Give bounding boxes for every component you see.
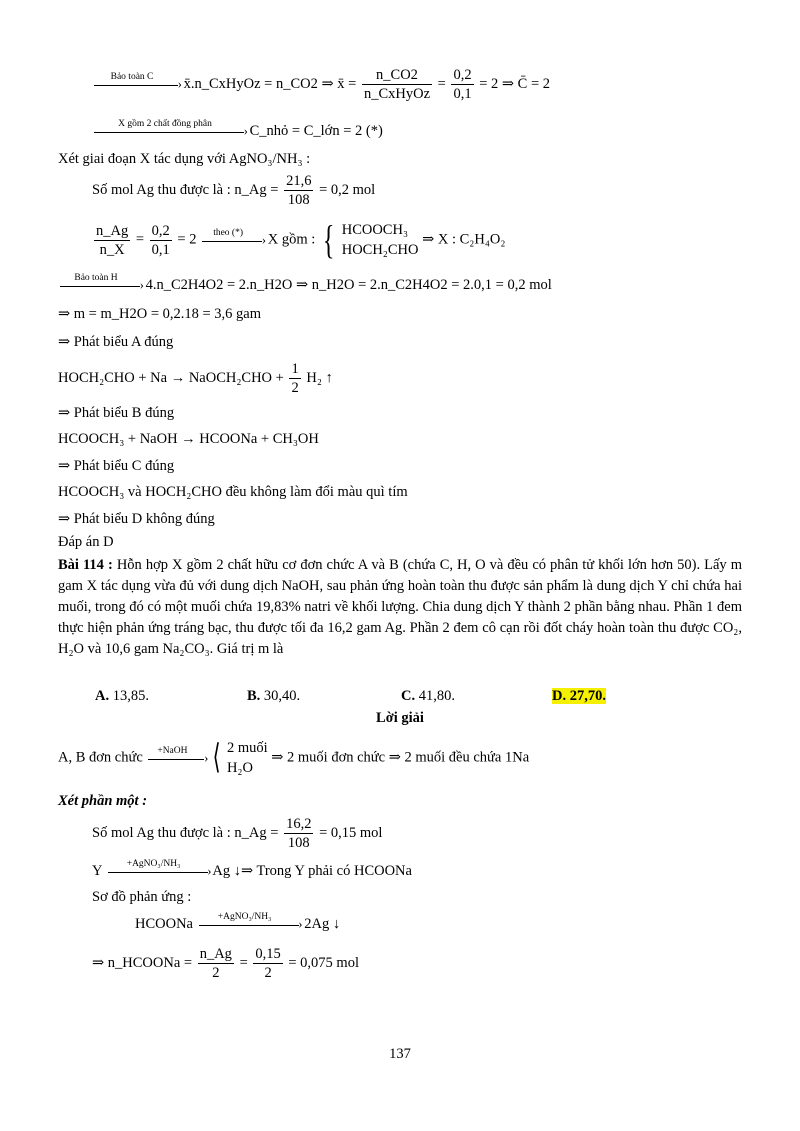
statement-d: ⇒ Phát biểu D không đúng — [58, 511, 215, 527]
fraction: $\frac{21,6}{108}$ — [286, 173, 312, 208]
brace: { — [322, 217, 335, 262]
fraction: $\frac{0,15}{2}$ — [255, 946, 281, 981]
solution-step-1: A, B đơn chức +NaOH › ⟨ 2 muối H₂O ⇒ 2 muối đơn chức ⇒ 2 muối đều chứa 1Na — [58, 739, 530, 776]
fraction: $\frac{0,2}{0,1}$ — [453, 67, 472, 102]
fraction: $\frac{1}{2}$ — [291, 361, 299, 396]
fraction: $\frac{n\_CO2}{\text{n\_CxHyOz}}$ — [363, 67, 431, 102]
hydrogen-balance-line: Bảo toàn H › 4.n_C2H4O2 = 2.n_H2O ⇒ n_H2O = 2.n_C2H4O2 = 2.0,1 = 0,2 mol — [58, 276, 552, 294]
page-number: 137 — [389, 1046, 411, 1062]
reaction-arrow: +AgNO₃/NH₃ › — [108, 870, 208, 873]
option-b: B. 30,40. — [247, 688, 301, 704]
reaction-naoh: HCOOCH₃ + NaOH → HCOONa + CH₃OH — [58, 431, 319, 447]
stage-heading: Xét giai đoạn X tác dụng với AgNO₃/NH₃ : — [58, 151, 311, 167]
fraction: $\frac{n\_Ag}{2}$ — [199, 946, 232, 981]
reaction-arrow: +NaOH › — [148, 757, 204, 760]
answer-line: Đáp án D — [58, 534, 114, 550]
reaction-arrow: Bảo toàn C › — [94, 83, 178, 86]
solution-y-line: Y +AgNO₃/NH₃ › Ag ↓⇒ Trong Y phải có HCOONa — [92, 859, 412, 879]
mass-line: ⇒ m = m_H2O = 0,2.18 = 3,6 gam — [58, 306, 262, 322]
reaction-arrow: +AgNO₃/NH₃ › — [199, 923, 299, 926]
fraction: $\frac{n\_Ag}{n\_X}$ — [96, 222, 129, 258]
ratio-line: $\frac{n\_Ag}{n\_X}$ = $\frac{0,2}{0,1}$ = 2 theo (*) › X gồm : { HCOOCH₃ HOCH₂CHO ⇒ X : C₂H₄O₂ — [96, 217, 506, 262]
solution-hcoona-line: HCOONa +AgNO₃/NH₃ › 2Ag ↓ — [135, 912, 341, 932]
fraction: $\frac{16,2}{108}$ — [286, 816, 312, 851]
correct-option-highlight: D. 27,70. — [552, 688, 606, 704]
reaction-arrow: theo (*) › — [202, 239, 262, 242]
arrow-label: Bảo toàn C — [110, 72, 154, 82]
isomer-line: X gồm 2 chất đồng phân › C_nhỏ = C_lớn = 2 (*) — [92, 122, 383, 140]
reaction-arrow: Bảo toàn H › — [60, 284, 140, 287]
solution-heading: Lời giải — [376, 710, 424, 726]
litmus-line: HCOOCH₃ và HOCH₂CHO đều không làm đổi màu quì tím — [58, 484, 408, 500]
reaction-arrow: X gồm 2 chất đồng phân › — [94, 130, 244, 133]
statement-a: ⇒ Phát biểu A đúng — [58, 334, 174, 350]
fraction: $\frac{0,2}{0,1}$ — [151, 222, 170, 258]
ag-mol-line: Số mol Ag thu được là : n_Ag = $\frac{21,6}{108}$ = 0,2 mol — [92, 173, 376, 208]
part-one-heading: Xét phần một : — [58, 793, 148, 809]
solution-ag-mol: Số mol Ag thu được là : n_Ag = $\frac{16,2}{108}$ = 0,15 mol — [92, 816, 383, 851]
option-a: A. 13,85. — [95, 688, 149, 704]
brace: ⟨ — [212, 739, 221, 776]
statement-c: ⇒ Phát biểu C đúng — [58, 458, 175, 474]
problem-text — [58, 555, 742, 660]
solution-hcoona-mol: ⇒ n_HCOONa = $\frac{n\_Ag}{2}$ = $\frac{0,15}{2}$ = 0,075 mol — [92, 946, 359, 981]
problem-body: Hỗn hợp X gồm 2 chất hữu cơ đơn chức A và B (chứa C, H, O và đều có phân tử khối lớn hơn 50). Lấy m gam X tác dụng vừa đủ với dung dịch NaOH, sau phản ứng hoàn toàn thu được sản phẩm là dung dịch Y chỉ chứa hai muối, trong đó có một muối chứa 19,83% natri về khối lượng. Chia dung dịch Y thành 2 phần bằng nhau. Phần 1 đem thực hiện phản ứng tráng bạc, thu được tối đa 16,2 gam Ag. Phần 2 đem cô cạn rồi đốt cháy hoàn toàn thu được CO₂, H₂O và 10,6 gam Na₂CO₃. Giá trị m là — [58, 557, 742, 657]
compound-stack: HCOOCH₃ HOCH₂CHO — [341, 222, 419, 258]
scheme-label: Sơ đồ phản ứng : — [92, 889, 192, 905]
problem-title: Bài 114 : — [58, 557, 113, 573]
reaction-na: HOCH₂CHO + Na → NaOCH₂CHO + $\frac{1}{2}$ H₂ ↑ — [58, 361, 333, 396]
option-d — [552, 688, 606, 705]
product-stack: 2 muối H₂O — [226, 740, 268, 776]
equation-text: x̄.n_CxHyOz = n_CO2 ⇒ x̄ = — [183, 75, 357, 92]
option-c: C. 41,80. — [401, 688, 455, 704]
carbon-balance-line: Bảo toàn C › x̄.n_CxHyOz = n_CO2 ⇒ x̄ = $\frac{n\_CO2}{\text{n\_CxHyOz}}$ = $\frac{0,2}{0,1}$ = 2 ⇒ C̄ = 2 — [92, 66, 550, 103]
statement-b: ⇒ Phát biểu B đúng — [58, 405, 175, 421]
